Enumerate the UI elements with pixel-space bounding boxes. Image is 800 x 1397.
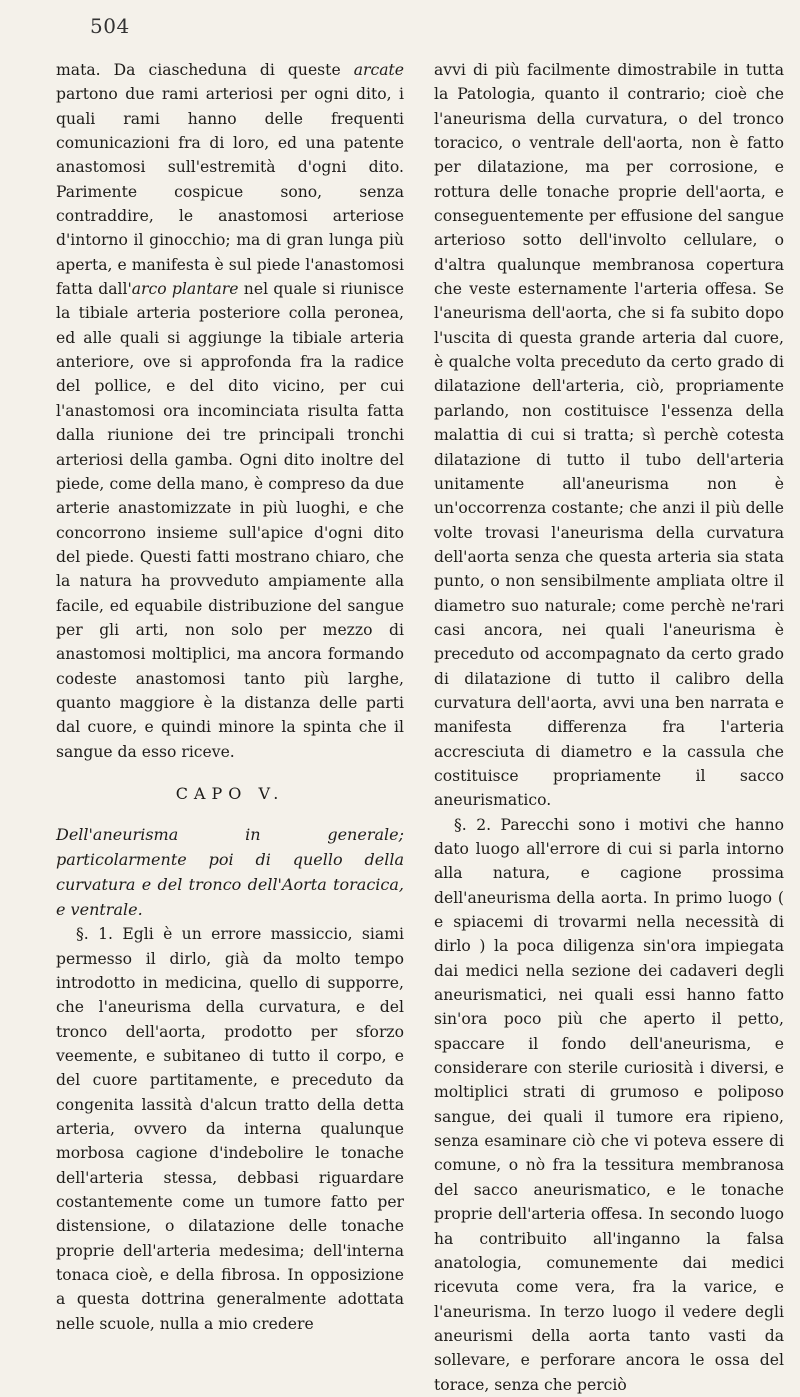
right-paragraph-2: §. 2. Parecchi sono i motivi che hanno dato luogo all'errore di cui si parla intorno alla natura, e cagione prossima dell'aneurisma della aorta. In primo luogo ( e spiacemi di trovarmi nella necessità di dirlo ) la poca diligenza sin'ora impiegata dai medici nella sezione dei cadaveri degli aneurismatici, nei quali essi hanno fatto sin'ora poco più che aperto il petto, spaccare il fondo dell'aneurisma, e considerare con sterile curiosità i diversi, e moltiplici strati di grumoso e poliposo sangue, dei quali il tumore era ripieno, senza esaminare ciò che vi poteva essere di comune, o nò fra la tessitura membranosa del sacco aneurismatico, e le tonache proprie dell'arteria offesa. In secondo luogo ha contribuito all'inganno la falsa anatologia, comunemente dai medici ricevuta come vera, fra la varice, e l'aneurisma. In terzo luogo il vedere degli aneurismi della aorta tanto vasti da sollevare, e perforare ancora le ossa del torace, senza che perciò: [434, 815, 784, 1394]
page-number: 504: [90, 14, 130, 38]
text-run: partono due rami arteriosi per ogni dito, i quali rami hanno delle frequenti comunicazioni fra di loro, ed una patente anastomosi sull'estremità d'ogni dito. Parimente cospicue sono, senza contraddire, le anastomosi arteriose d'intorno il ginocchio; ma di gran lunga più aperta, e manifesta è sul piede l'anastomosi fatta dall': [56, 85, 404, 299]
italic-term: arco plantare: [131, 280, 239, 299]
left-paragraph-2: §. 1. Egli è un errore massiccio, siami permesso il dirlo, già da molto tempo introdotto in medicina, quello di supporre, che l'aneurisma della curvatura, e del tronco dell'aorta, prodotto per sforzo veemente, e subitaneo di tutto il corpo, e del cuore partitamente, e preceduto da congenita lassità d'alcun tratto della detta arteria, ovvero da interna qualunque morbosa cagione d'indebolire le tonache dell'arteria stessa, debbasi riguardare costantemente come un tumore fatto per distensione, o dilatazione delle tonache proprie dell'arteria medesima; dell'interna tonaca cioè, e della fibrosa. In opposizione a questa dottrina generalmente adottata nelle scuole, nulla a mio credere: [56, 925, 404, 1333]
chapter-subtitle: Dell'aneurisma in generale; particolarmente poi di quello della curvatura e del tronco dell'Aorta toracica, e ventrale.: [56, 825, 404, 920]
left-column: [56, 58, 404, 1336]
chapter-heading: CAPO V.: [175, 783, 285, 803]
right-column: [434, 58, 784, 1397]
italic-term: arcate: [353, 61, 404, 79]
text-run: mata. Da ciascheduna di queste: [56, 61, 354, 79]
left-paragraph-1: [56, 58, 404, 764]
text-run: nel quale si riunisce la tibiale arteria posteriore colla peronea, ed alle quali si aggiunge la tibiale arteria anteriore, ove si approfonda fra la radice del pollice, e del dito vicino, per cui l'anastomosi ora incominciata risulta fatta dalla riunione dei tre principali tronchi arteriosi della gamba. Ogni dito inoltre del piede, come della mano, è compreso da due arterie anastomizzate in più luoghi, e che concorrono insieme sull'apice d'ogni dito del piede. Questi fatti mostrano chiaro, che la natura ha provveduto ampiamente alla facile, ed equabile distribuzione del sangue per gli arti, non solo per mezzo di anastomosi moltiplici, ma ancora formando codeste anastomosi tanto più larghe, quanto maggiore è la distanza delle parti dal cuore, e quindi minore la spinta che il sangue da esso riceve.: [56, 280, 404, 761]
right-paragraph-1: avvi di più facilmente dimostrabile in tutta la Patologia, quanto il contrario; cioè che l'aneurisma della curvatura, o del tronco toracico, o ventrale dell'aorta, non è fatto per dilatazione, ma per corrosione, e rottura delle tonache proprie dell'aorta, e conseguentemente per effusione del sangue arterioso sotto dell'involto cellulare, o d'altra qualunque membranosa copertura che veste esternamente l'arteria offesa. Se l'aneurisma dell'aorta, che si fa subito dopo l'uscita di questa grande arteria dal cuore, è qualche volta preceduto da certo grado di dilatazione dell'arteria, ciò, propriamente parlando, non costituisce l'essenza della malattia di cui si tratta; sì perchè cotesta dilatazione di tutto il tubo dell'arteria unitamente all'aneurisma non è un'occorrenza costante; che anzi il più delle volte trovasi l'aneurisma della curvatura dell'aorta senza che questa arteria sia stata punto, o non sensibilmente ampliata oltre il diametro suo naturale; come perchè ne'rari casi ancora, nei quali l'aneurisma è preceduto od accompagnato da certo grado di dilatazione di tutto il calibro della curvatura dell'aorta, avvi una ben narrata e manifesta differenza fra l'arteria accresciuta di diametro e la cassula che costituisce propriamente il sacco aneurismatico.: [434, 61, 784, 810]
